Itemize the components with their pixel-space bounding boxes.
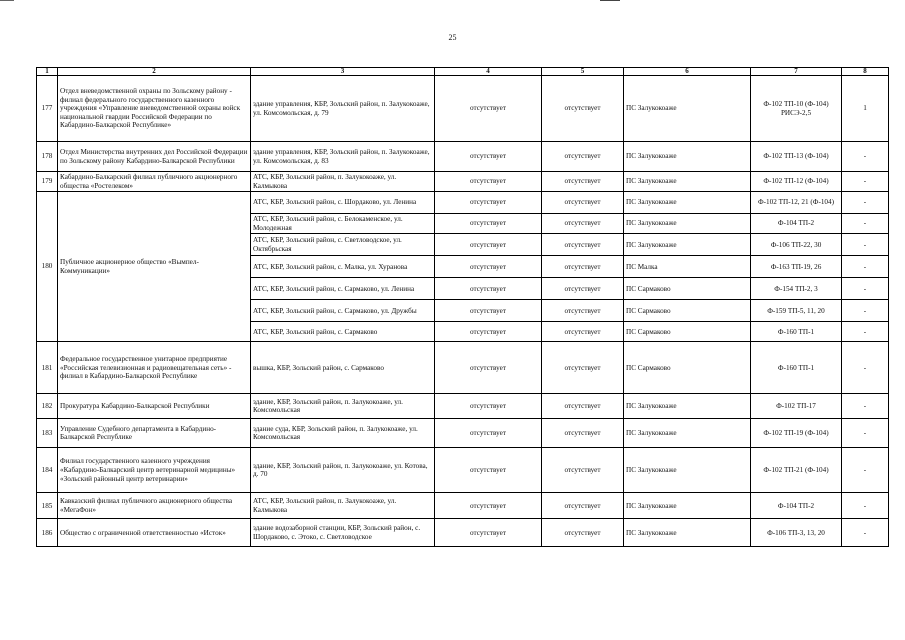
cell-col5: отсутствует: [542, 214, 624, 234]
feeder-name: Ф-104 ТП-2: [751, 493, 842, 519]
cell-col4: отсутствует: [435, 519, 542, 547]
cell-col4: отсутствует: [435, 256, 542, 278]
cell-col4: отсутствует: [435, 142, 542, 172]
row-number: 177: [37, 76, 58, 142]
substation-name: ПС Сармаково: [624, 300, 751, 322]
table-row: [37, 448, 889, 493]
row-number: 178: [37, 142, 58, 172]
organization-name: Общество с ограниченной ответственностью «Исток»: [58, 519, 251, 547]
cell-col5: отсутствует: [542, 278, 624, 300]
cell-col5: отсутствует: [542, 234, 624, 256]
cell-col5: отсутствует: [542, 192, 624, 214]
cell-col5: отсутствует: [542, 142, 624, 172]
row-number: 179: [37, 172, 58, 192]
table-row: [37, 519, 889, 547]
object-address: здание управления, КБР, Зольский район, п. Залукокоаже, ул. Комсомольская, д. 83: [251, 142, 435, 172]
row-number: 183: [37, 419, 58, 448]
substation-name: ПС Сармаково: [624, 342, 751, 394]
organization-name: Отдел Министерства внутренних дел Российской Федерации по Зольскому району Кабардино-Балкарской Республики: [58, 142, 251, 172]
feeder-name: Ф-102 ТП-12 (Ф-104): [751, 172, 842, 192]
table-row: [37, 342, 889, 394]
cell-col5: отсутствует: [542, 256, 624, 278]
object-address: здание суда, КБР, Зольский район, п. Залукокоаже, ул. Комсомольская: [251, 419, 435, 448]
object-address: здание управления, КБР, Зольский район, п. Залукокоаже, ул. Комсомольская, д. 79: [251, 76, 435, 142]
feeder-name: Ф-104 ТП-2: [751, 214, 842, 234]
feeder-name: Ф-159 ТП-5, 11, 20: [751, 300, 842, 322]
cell-col4: отсутствует: [435, 172, 542, 192]
cell-col8: -: [842, 192, 889, 214]
row-number: 184: [37, 448, 58, 493]
cell-col5: отсутствует: [542, 172, 624, 192]
table-body: [37, 76, 889, 547]
cell-col4: отсутствует: [435, 192, 542, 214]
cell-col4: отсутствует: [435, 234, 542, 256]
table-row: [37, 172, 889, 192]
object-address: АТС, КБР, Зольский район, п. Залукокоаже, ул. Калмыкова: [251, 493, 435, 519]
cell-col8: -: [842, 256, 889, 278]
cell-col4: отсутствует: [435, 394, 542, 419]
organization-name: Кавказский филиал публичного акционерного общества «МегаФон»: [58, 493, 251, 519]
substation-name: ПС Залукокоаже: [624, 448, 751, 493]
cell-col8: -: [842, 322, 889, 342]
column-header: 1: [37, 68, 58, 76]
cell-col4: отсутствует: [435, 493, 542, 519]
row-number: 182: [37, 394, 58, 419]
object-address: вышка, КБР, Зольский район, с. Сармаково: [251, 342, 435, 394]
cell-col8: -: [842, 214, 889, 234]
organization-name: Прокуратура Кабардино-Балкарской Республики: [58, 394, 251, 419]
feeder-name: Ф-106 ТП-3, 13, 20: [751, 519, 842, 547]
feeder-name: Ф-163 ТП-19, 26: [751, 256, 842, 278]
cell-col8: -: [842, 300, 889, 322]
column-header: 6: [624, 68, 751, 76]
column-header: 4: [435, 68, 542, 76]
cell-col4: отсутствует: [435, 419, 542, 448]
substation-name: ПС Залукокоаже: [624, 214, 751, 234]
feeder-name: Ф-102 ТП-17: [751, 394, 842, 419]
organization-name: Отдел вневедомственной охраны по Зольскому району - филиал федерального государственного казенного учреждения «Управление вневедомственной охраны войск национальной гвардии Российской Федерации по Кабардино-Балкарской Республике»: [58, 76, 251, 142]
feeder-name: Ф-154 ТП-2, 3: [751, 278, 842, 300]
data-table: [36, 67, 889, 547]
object-address: здание, КБР, Зольский район, п. Залукокоаже, ул. Комсомольская: [251, 394, 435, 419]
feeder-name: Ф-106 ТП-22, 30: [751, 234, 842, 256]
cell-col8: -: [842, 419, 889, 448]
cell-col4: отсутствует: [435, 214, 542, 234]
substation-name: ПС Залукокоаже: [624, 76, 751, 142]
cell-col4: отсутствует: [435, 342, 542, 394]
substation-name: ПС Залукокоаже: [624, 172, 751, 192]
header-row: [37, 68, 889, 76]
organization-name: Кабардино-Балкарский филиал публичного акционерного общества «Ростелеком»: [58, 172, 251, 192]
cell-col5: отсутствует: [542, 394, 624, 419]
table-row: [37, 76, 889, 142]
object-address: АТС, КБР, Зольский район, с. Сармаково, ул. Дружбы: [251, 300, 435, 322]
row-number: 186: [37, 519, 58, 547]
feeder-name: Ф-102 ТП-12, 21 (Ф-104): [751, 192, 842, 214]
feeder-name: Ф-102 ТП-19 (Ф-104): [751, 419, 842, 448]
row-number: 181: [37, 342, 58, 394]
feeder-name: Ф-102 ТП-13 (Ф-104): [751, 142, 842, 172]
cell-col5: отсутствует: [542, 419, 624, 448]
cell-col5: отсутствует: [542, 448, 624, 493]
substation-name: ПС Залукокоаже: [624, 419, 751, 448]
table-row: [37, 419, 889, 448]
object-address: АТС, КБР, Зольский район, с. Белокаменское, ул. Молодежная: [251, 214, 435, 234]
cell-col8: 1: [842, 76, 889, 142]
organization-name: Филиал государственного казенного учреждения «Кабардино-Балкарский центр ветеринарной медицины» «Зольский районный центр ветеринарии»: [58, 448, 251, 493]
row-number: 185: [37, 493, 58, 519]
substation-name: ПС Сармаково: [624, 322, 751, 342]
column-header: 7: [751, 68, 842, 76]
substation-name: ПС Залукокоаже: [624, 519, 751, 547]
column-header: 3: [251, 68, 435, 76]
cell-col8: -: [842, 172, 889, 192]
substation-name: ПС Залукокоаже: [624, 192, 751, 214]
substation-name: ПС Залукокоаже: [624, 142, 751, 172]
substation-name: ПС Залукокоаже: [624, 493, 751, 519]
cell-col4: отсутствует: [435, 278, 542, 300]
page-number: 25: [448, 33, 457, 42]
object-address: АТС, КБР, Зольский район, с. Шордаково, ул. Ленина: [251, 192, 435, 214]
cell-col8: -: [842, 234, 889, 256]
cell-col8: -: [842, 394, 889, 419]
cell-col4: отсутствует: [435, 300, 542, 322]
cell-col8: -: [842, 448, 889, 493]
cell-col5: отсутствует: [542, 322, 624, 342]
organization-name: Управление Судебного департамента в Кабардино-Балкарской Республике: [58, 419, 251, 448]
cell-col4: отсутствует: [435, 322, 542, 342]
organization-name: Федеральное государственное унитарное предприятие «Российская телевизионная и радиовещательная сеть» - филиал в Кабардино-Балкарской Республике: [58, 342, 251, 394]
feeder-name: Ф-160 ТП-1: [751, 342, 842, 394]
object-address: АТС, КБР, Зольский район, с. Сармаково: [251, 322, 435, 342]
table-row: [37, 493, 889, 519]
cell-col8: -: [842, 519, 889, 547]
cell-col5: отсутствует: [542, 493, 624, 519]
cell-col4: отсутствует: [435, 448, 542, 493]
cell-col5: отсутствует: [542, 342, 624, 394]
cell-col8: -: [842, 493, 889, 519]
table-row: [37, 192, 889, 214]
cell-col5: отсутствует: [542, 519, 624, 547]
object-address: АТС, КБР, Зольский район, с. Светловодское, ул. Октябрьская: [251, 234, 435, 256]
organization-name: Публичное акционерное общество «Вымпел-Коммуникации»: [58, 192, 251, 342]
cell-col5: отсутствует: [542, 76, 624, 142]
column-header: 8: [842, 68, 889, 76]
object-address: АТС, КБР, Зольский район, п. Залукокоаже, ул. Калмыкова: [251, 172, 435, 192]
column-header: 5: [542, 68, 624, 76]
table-row: [37, 394, 889, 419]
substation-name: ПС Залукокоаже: [624, 234, 751, 256]
object-address: здание водозаборной станции, КБР, Зольский район, с. Шордаково, с. Этоко, с. Светловодское: [251, 519, 435, 547]
table-row: [37, 142, 889, 172]
cell-col8: -: [842, 342, 889, 394]
corner-mark: [0, 0, 14, 1]
cell-col8: -: [842, 142, 889, 172]
substation-name: ПС Сармаково: [624, 278, 751, 300]
column-header: 2: [58, 68, 251, 76]
substation-name: ПС Малка: [624, 256, 751, 278]
row-number: 180: [37, 192, 58, 342]
object-address: АТС, КБР, Зольский район, с. Малка, ул. Хуранова: [251, 256, 435, 278]
cell-col8: -: [842, 278, 889, 300]
cell-col4: отсутствует: [435, 76, 542, 142]
feeder-name: Ф-160 ТП-1: [751, 322, 842, 342]
feeder-name: Ф-102 ТП-10 (Ф-104) РИСЭ-2,5: [751, 76, 842, 142]
substation-name: ПС Залукокоаже: [624, 394, 751, 419]
feeder-name: Ф-102 ТП-21 (Ф-104): [751, 448, 842, 493]
object-address: здание, КБР, Зольский район, п. Залукокоаже, ул. Котова, д. 70: [251, 448, 435, 493]
object-address: АТС, КБР, Зольский район, с. Сармаково, ул. Ленина: [251, 278, 435, 300]
cell-col5: отсутствует: [542, 300, 624, 322]
top-mark: [600, 0, 620, 1]
